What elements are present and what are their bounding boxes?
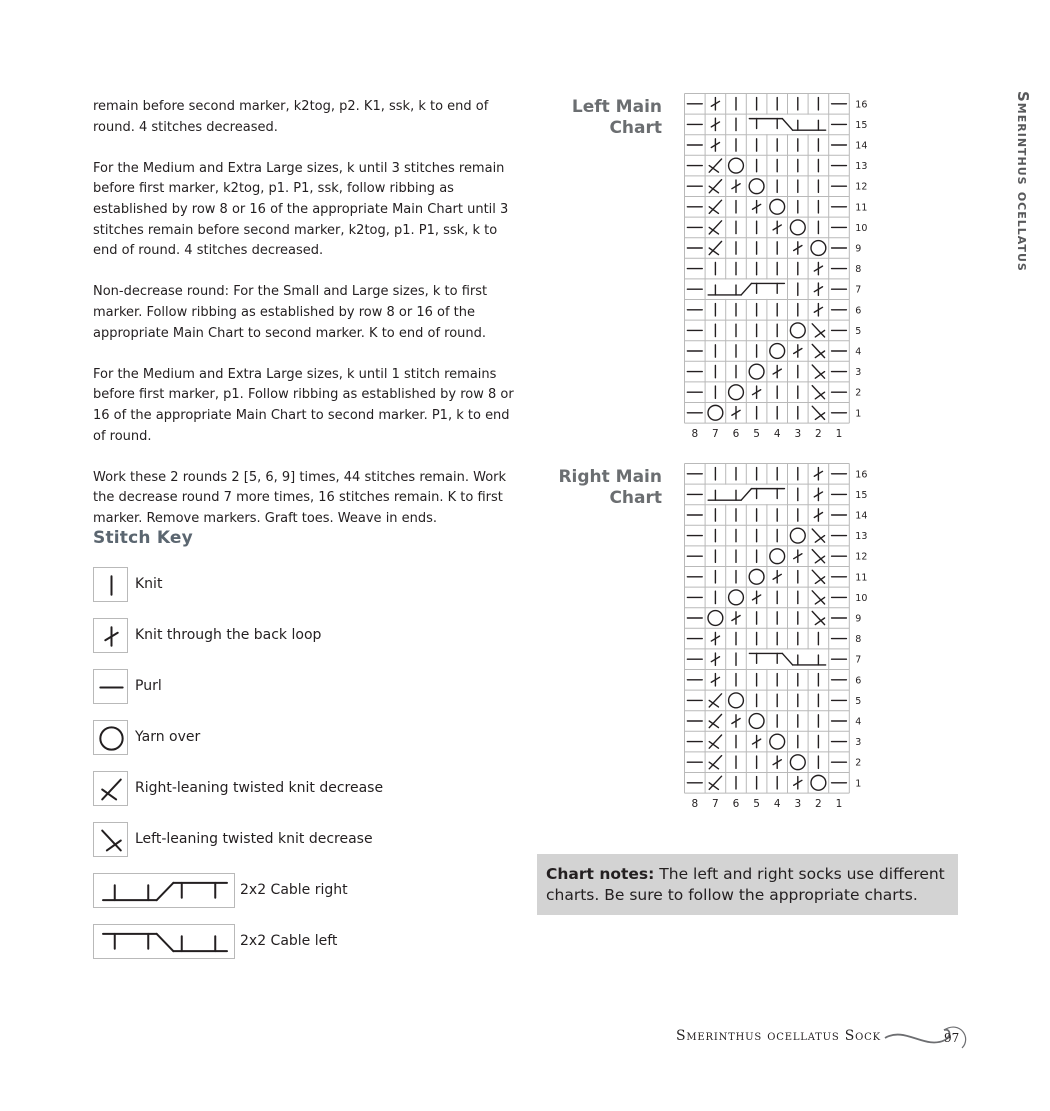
stitch-cableR-icon [706,485,787,504]
cable-left-icon [93,924,235,959]
stitch-ldec-icon [812,324,824,337]
chart-notes-text: The left and right socks use different charts. Be sure to follow the appropriate charts. [546,865,945,904]
stitch-yo-icon [708,405,723,420]
row-number: 2 [855,757,862,769]
stitch-tbl-icon [752,591,760,603]
body-paragraph: For the Medium and Extra Large sizes, k until 3 stitches remain before first marker, k2tog, p1. P1, ssk, follow ribbing as established by row 8 or 16 of the appropriate Main Chart until 3 stitches remain before second marker, k2tog, p1. P1, ssk, k to end of round. 4 stitches decreased. [93,160,509,259]
stitch-tbl-icon [814,509,822,521]
stitch-ldec-icon [812,386,824,399]
stitch-tbl-icon [794,242,802,254]
stitch-tbl-icon [752,386,760,398]
stitch-rdec-icon [709,221,721,234]
row-number: 4 [855,716,862,728]
column-number: 4 [773,798,781,811]
key-label: Right-leaning twisted knit decrease [135,780,384,796]
row-number: 13 [855,531,868,543]
right-decrease-icon [93,771,128,806]
stitch-tbl-icon [732,180,740,192]
stitch-yo-icon [729,385,744,400]
column-number: 5 [753,428,760,441]
stitch-key-title: Stitch Key [93,528,193,548]
stitch-cableR-icon [706,280,787,299]
stitch-yo-icon [729,590,744,605]
stitch-ldec-icon [812,570,824,583]
yarn-over-icon [93,720,128,755]
column-number: 2 [815,428,822,441]
stitch-tbl-icon [711,632,719,644]
stitch-tbl-icon [773,365,781,377]
row-number: 15 [855,489,868,501]
row-number: 3 [855,367,862,379]
key-label: 2x2 Cable right [240,882,348,898]
stitch-tbl-icon [794,550,802,562]
stitch-tbl-icon [711,118,719,130]
knit-icon [93,567,128,602]
key-label: Knit [135,576,163,592]
stitch-ldec-icon [812,611,824,624]
yo-symbol [100,727,122,749]
stitch-tbl-icon [732,612,740,624]
left-chart-title-line2: Chart [609,118,662,138]
stitch-rdec-icon [709,159,721,172]
stitch-tbl-icon [711,139,719,151]
stitch-tbl-icon [794,345,802,357]
row-number: 13 [855,161,868,173]
column-number: 7 [712,428,719,441]
stitch-rdec-icon [709,241,721,254]
row-number: 7 [855,284,862,296]
row-number: 4 [855,346,862,358]
column-number: 3 [794,428,802,441]
stitch-rdec-icon [709,714,721,727]
stitch-tbl-icon [711,653,719,665]
row-number: 9 [855,613,862,625]
stitch-tbl-icon [814,468,822,480]
right-chart-title [532,467,662,509]
stitch-tbl-icon [732,407,740,419]
row-number: 15 [855,119,868,131]
column-number: 1 [835,798,843,811]
stitch-yo-icon [770,549,785,564]
body-paragraph: remain before second marker, k2tog, p2. K1, ssk, k to end of round. 4 stitches decreased. [93,99,489,135]
running-title-text: Smerinthus ocellatus [1014,91,1032,272]
right-main-chart [684,463,870,815]
stitch-rdec-icon [709,776,721,789]
row-number: 1 [855,778,862,790]
chart-notes-label: Chart notes: [546,865,655,883]
stitch-yo-icon [790,220,805,235]
row-number: 14 [855,140,868,152]
stitch-tbl-icon [814,304,822,316]
row-number: 7 [855,654,862,666]
row-number: 5 [855,325,862,337]
running-title [1000,91,1040,351]
body-text [93,97,523,550]
row-number: 10 [855,592,868,604]
stitch-yo-icon [729,693,744,708]
stitch-tbl-icon [814,262,822,274]
stitch-yo-icon [790,528,805,543]
left-chart-title [532,97,662,139]
stitch-tbl-icon [794,777,802,789]
stitch-cableL-icon [747,650,828,669]
key-label: Purl [135,678,162,694]
stitch-rdec-icon [709,735,721,748]
stitch-tbl-icon [773,221,781,233]
stitch-yo-icon [770,734,785,749]
column-number: 4 [773,428,781,441]
page-number: 97 [944,1031,960,1045]
right-chart-title-line1: Right Main [558,467,662,487]
column-number: 8 [691,428,699,441]
left-main-chart [684,93,870,445]
stitch-yo-icon [770,344,785,359]
row-number: 10 [855,222,868,234]
stitch-yo-icon [749,714,764,729]
ldec-symbol [102,831,121,851]
body-paragraph: Non-decrease round: For the Small and Large sizes, k to first marker. Follow ribbing as established by row 8 or 16 of the appropriate Main Chart to second marker. K to end of round. [93,284,488,341]
column-number: 3 [794,798,802,811]
stitch-yo-icon [790,755,805,770]
row-number: 8 [855,634,862,646]
key-label: 2x2 Cable left [240,933,338,949]
left-decrease-icon [93,822,128,857]
stitch-rdec-icon [709,756,721,769]
stitch-tbl-icon [814,488,822,500]
stitch-tbl-icon [732,715,740,727]
stitch-tbl-icon [711,98,719,110]
body-paragraph: Work these 2 rounds 2 [5, 6, 9] times, 44 stitches remain. Work the decrease round 7 more times, 16 stitches remain. K to first marker. Remove markers. Graft toes. Weave in ends. [93,469,507,526]
row-number: 8 [855,264,862,276]
stitch-ldec-icon [812,365,824,378]
stitch-tbl-icon [752,201,760,213]
row-number: 12 [855,181,868,193]
column-number: 7 [712,798,719,811]
row-number: 6 [855,675,862,687]
stitch-ldec-icon [812,591,824,604]
row-number: 2 [855,387,862,399]
row-number: 9 [855,243,862,255]
left-chart-title-line1: Left Main [571,97,662,117]
stitch-tbl-icon [711,674,719,686]
stitch-tbl-icon [773,756,781,768]
key-label: Left-leaning twisted knit decrease [135,831,373,847]
row-number: 5 [855,695,862,707]
stitch-ldec-icon [812,550,824,563]
stitch-ldec-icon [812,529,824,542]
stitch-yo-icon [811,241,826,256]
knit-tbl-icon [93,618,128,653]
cableR-symbol [103,883,227,900]
footer-title: Smerinthus ocellatus Sock [676,1028,881,1044]
column-number: 5 [753,798,760,811]
row-number: 16 [855,99,868,111]
stitch-ldec-icon [812,406,824,419]
row-number: 3 [855,737,862,749]
stitch-rdec-icon [709,180,721,193]
stitch-tbl-icon [773,571,781,583]
row-number: 11 [855,572,868,584]
right-chart-title-line2: Chart [609,488,662,508]
stitch-rdec-icon [709,200,721,213]
row-number: 6 [855,305,862,317]
column-number: 2 [815,798,822,811]
stitch-yo-icon [749,569,764,584]
key-label: Knit through the back loop [135,627,322,643]
stitch-rdec-icon [709,694,721,707]
stitch-yo-icon [790,323,805,338]
stitch-ldec-icon [812,344,824,357]
stitch-tbl-icon [752,735,760,747]
rdec-symbol [102,780,121,800]
stitch-cableL-icon [747,115,828,134]
cableL-symbol [103,934,227,951]
stitch-yo-icon [770,199,785,214]
stitch-yo-icon [749,179,764,194]
purl-icon [93,669,128,704]
chart-grid [685,464,850,794]
cable-right-icon [93,873,235,908]
stitch-tbl-icon [814,283,822,295]
key-label: Yarn over [135,729,201,745]
chart-notes [537,854,958,915]
stitch-yo-icon [749,364,764,379]
row-number: 14 [855,510,868,522]
chart-grid [685,94,850,424]
row-number: 1 [855,408,862,420]
row-number: 11 [855,202,868,214]
column-number: 8 [691,798,699,811]
row-number: 16 [855,469,868,481]
stitch-yo-icon [729,158,744,173]
column-number: 1 [835,428,843,441]
stitch-yo-icon [811,775,826,790]
column-number: 6 [732,798,740,811]
stitch-yo-icon [708,611,723,626]
body-paragraph: For the Medium and Extra Large sizes, k until 1 stitch remains before first marker, p1. Follow ribbing as established by row 8 or 16 of the appropriate Main Chart to second marker. P1, k to end of round. [93,366,514,444]
row-number: 12 [855,551,868,563]
tbl-symbol [105,627,117,646]
column-number: 6 [732,428,740,441]
